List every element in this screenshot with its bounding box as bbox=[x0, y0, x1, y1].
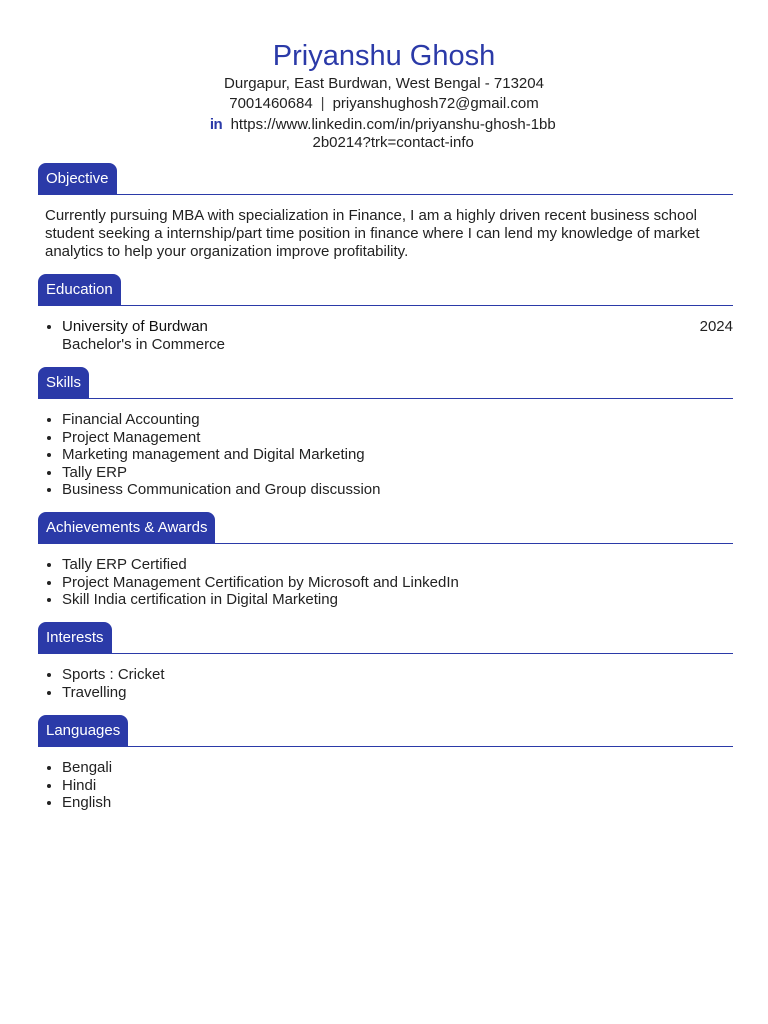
section-heading bbox=[38, 274, 733, 306]
resume-header bbox=[0, 0, 768, 152]
linkedin-row bbox=[0, 116, 768, 152]
section-heading bbox=[38, 622, 733, 654]
education-list bbox=[38, 306, 733, 353]
languages-section bbox=[38, 715, 733, 812]
interest-item: • Travelling bbox=[62, 684, 733, 702]
degree-name: Bachelor's in Commerce bbox=[62, 335, 225, 353]
objective-section bbox=[38, 163, 733, 261]
graduation-year: 2024 bbox=[699, 318, 733, 335]
achievement-item: • Skill India certification in Digital Marketing bbox=[62, 591, 733, 609]
linkedin-icon: in bbox=[209, 116, 223, 133]
candidate-name: Priyanshu Ghosh bbox=[272, 40, 496, 72]
section-divider bbox=[38, 398, 733, 399]
section-divider bbox=[38, 746, 733, 747]
skill-item: • Project Management bbox=[62, 429, 733, 447]
section-divider bbox=[38, 653, 733, 654]
section-heading bbox=[38, 163, 733, 195]
section-title-skills: Skills bbox=[38, 367, 89, 399]
achievements-section bbox=[38, 512, 733, 609]
section-heading bbox=[38, 715, 733, 747]
education-section bbox=[38, 274, 733, 353]
address: Durgapur, East Burdwan, West Bengal - 713204 bbox=[224, 75, 544, 92]
section-divider bbox=[38, 543, 733, 544]
contact-info bbox=[0, 94, 768, 114]
objective-text: Currently pursuing MBA with specialization in Finance, I am a highly driven recent business school student seeking a internship/part time position in finance where I can lend my knowledge of market analytics to help your organization improve profitability. bbox=[45, 207, 700, 260]
email-link[interactable]: priyanshughosh72@gmail.com bbox=[332, 95, 539, 112]
education-item bbox=[62, 318, 733, 353]
section-title-objective: Objective bbox=[38, 163, 117, 195]
skill-item: • Tally ERP bbox=[62, 464, 733, 482]
language-item: • Bengali bbox=[62, 759, 733, 777]
language-item: • English bbox=[62, 794, 733, 812]
achievement-item: • Tally ERP Certified bbox=[62, 556, 733, 574]
phone-number: 7001460684 bbox=[229, 95, 313, 112]
achievements-list bbox=[38, 544, 733, 609]
skill-item: • Marketing management and Digital Marketing bbox=[62, 446, 733, 464]
section-title-languages: Languages bbox=[38, 715, 128, 747]
section-title-interests: Interests bbox=[38, 622, 112, 654]
linkedin-link[interactable]: https://www.linkedin.com/in/priyanshu-ghosh-1bb2b0214?trk=contact-info bbox=[230, 116, 556, 151]
section-divider bbox=[38, 305, 733, 306]
section-divider bbox=[38, 194, 733, 195]
achievement-item: • Project Management Certification by Microsoft and LinkedIn bbox=[62, 574, 733, 592]
interest-item: • Sports : Cricket bbox=[62, 666, 733, 684]
interests-list bbox=[38, 654, 733, 701]
institution-name: • University of Burdwan bbox=[62, 318, 208, 335]
section-title-education: Education bbox=[38, 274, 121, 306]
languages-list bbox=[38, 747, 733, 812]
language-item: • Hindi bbox=[62, 777, 733, 795]
skill-item: • Financial Accounting bbox=[62, 411, 733, 429]
skills-section bbox=[38, 367, 733, 499]
contact-separator: | bbox=[320, 95, 325, 112]
section-heading bbox=[38, 512, 733, 544]
section-heading bbox=[38, 367, 733, 399]
interests-section bbox=[38, 622, 733, 701]
skill-item: • Business Communication and Group discussion bbox=[62, 481, 733, 499]
section-title-achievements: Achievements & Awards bbox=[38, 512, 215, 544]
skills-list bbox=[38, 399, 733, 499]
